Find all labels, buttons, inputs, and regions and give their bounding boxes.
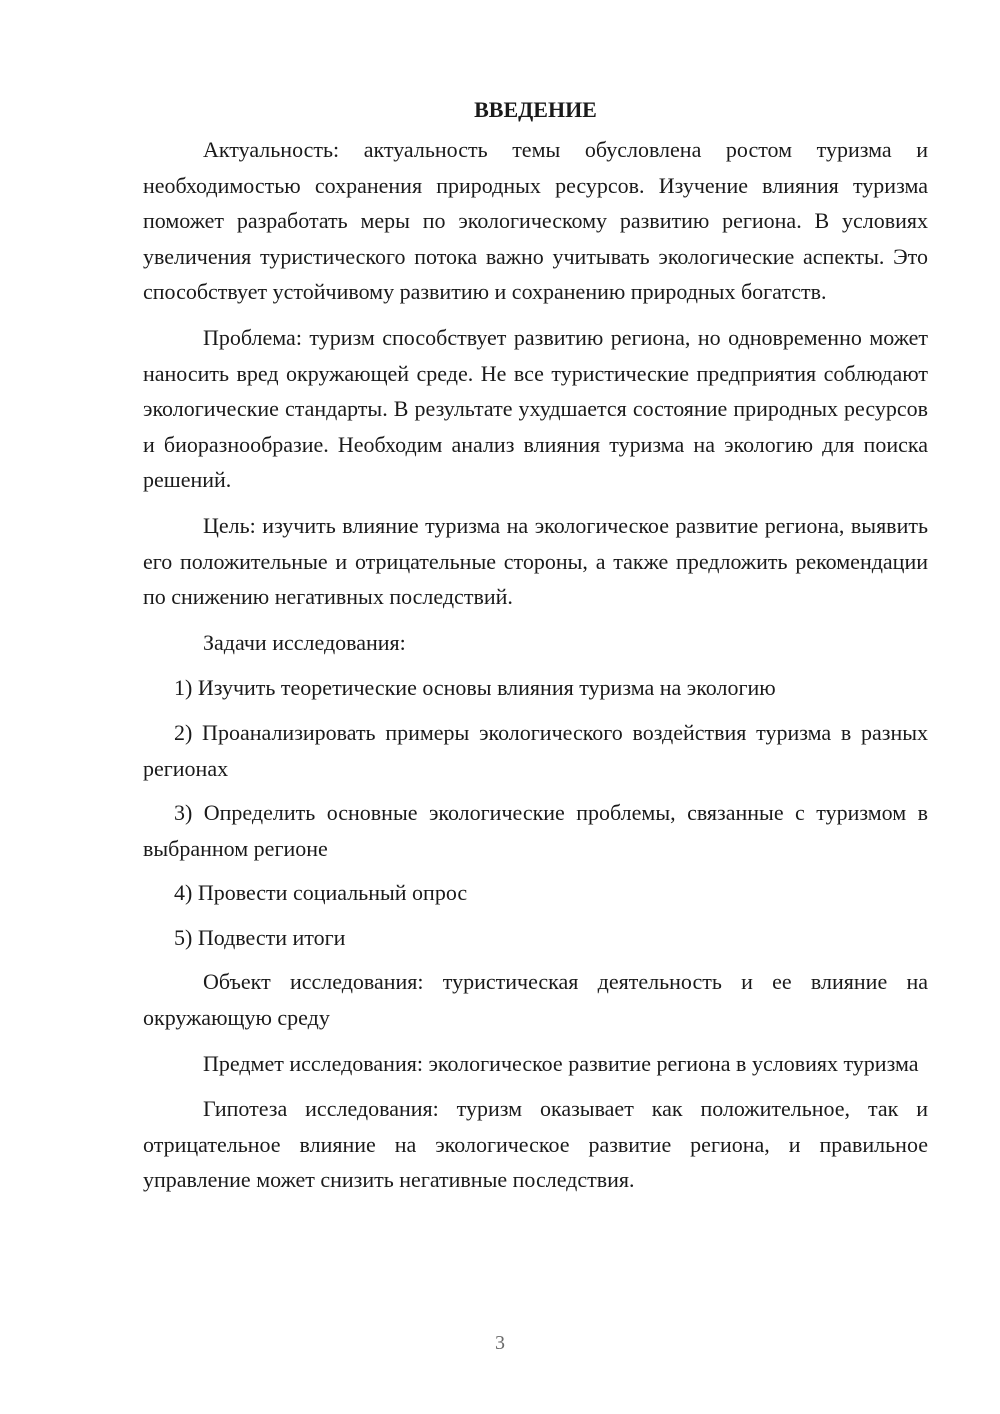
page-number: 3	[495, 1332, 505, 1354]
problem-paragraph: Проблема: туризм способствует развитию региона, но одновременно может наносить вред окружающей среде. Не все туристические предприятия соблюдают экологические стандарты. В результате ухудшается состояние природных ресурсов и биоразнообразие. Необходим анализ влияния туризма на экологию для поиска решений.	[143, 324, 928, 493]
object-paragraph: Объект исследования: туристическая деятельность и ее влияние на окружающую среду	[143, 969, 928, 1031]
task-item-4: 4) Провести социальный опрос	[174, 880, 468, 906]
relevance-paragraph: Актуальность: актуальность темы обусловлена ростом туризма и необходимостью сохранения природных ресурсов. Изучение влияния туризма поможет разработать меры по экологическому развитию региона. В условиях увеличения туристического потока важно учитывать экологические аспекты. Это способствует устойчивому развитию и сохранению природных богатств.	[143, 137, 928, 305]
page-title: ВВЕДЕНИЕ	[474, 97, 597, 122]
goal-paragraph: Цель: изучить влияние туризма на экологическое развитие региона, выявить его положительные и отрицательные стороны, а также предложить рекомендации по снижению негативных последствий.	[143, 512, 928, 610]
hypothesis-paragraph: Гипотеза исследования: туризм оказывает как положительное, так и отрицательное влияние на экологическое развитие региона, и правильное управление может снизить негативные последствия.	[143, 1096, 928, 1193]
document-page	[143, 94, 928, 1208]
task-item-3: 3) Определить основные экологические проблемы, связанные с туризмом в выбранном регионе	[143, 800, 928, 861]
task-item-5: 5) Подвести итоги	[174, 924, 346, 950]
task-item-1: 1) Изучить теоретические основы влияния туризма на экологию	[174, 675, 776, 701]
task-item-2: 2) Проанализировать примеры экологического воздействия туризма в разных регионах	[143, 719, 928, 781]
subject-paragraph: Предмет исследования: экологическое развитие региона в условиях туризма	[203, 1050, 919, 1076]
tasks-title: Задачи исследования:	[203, 629, 406, 655]
